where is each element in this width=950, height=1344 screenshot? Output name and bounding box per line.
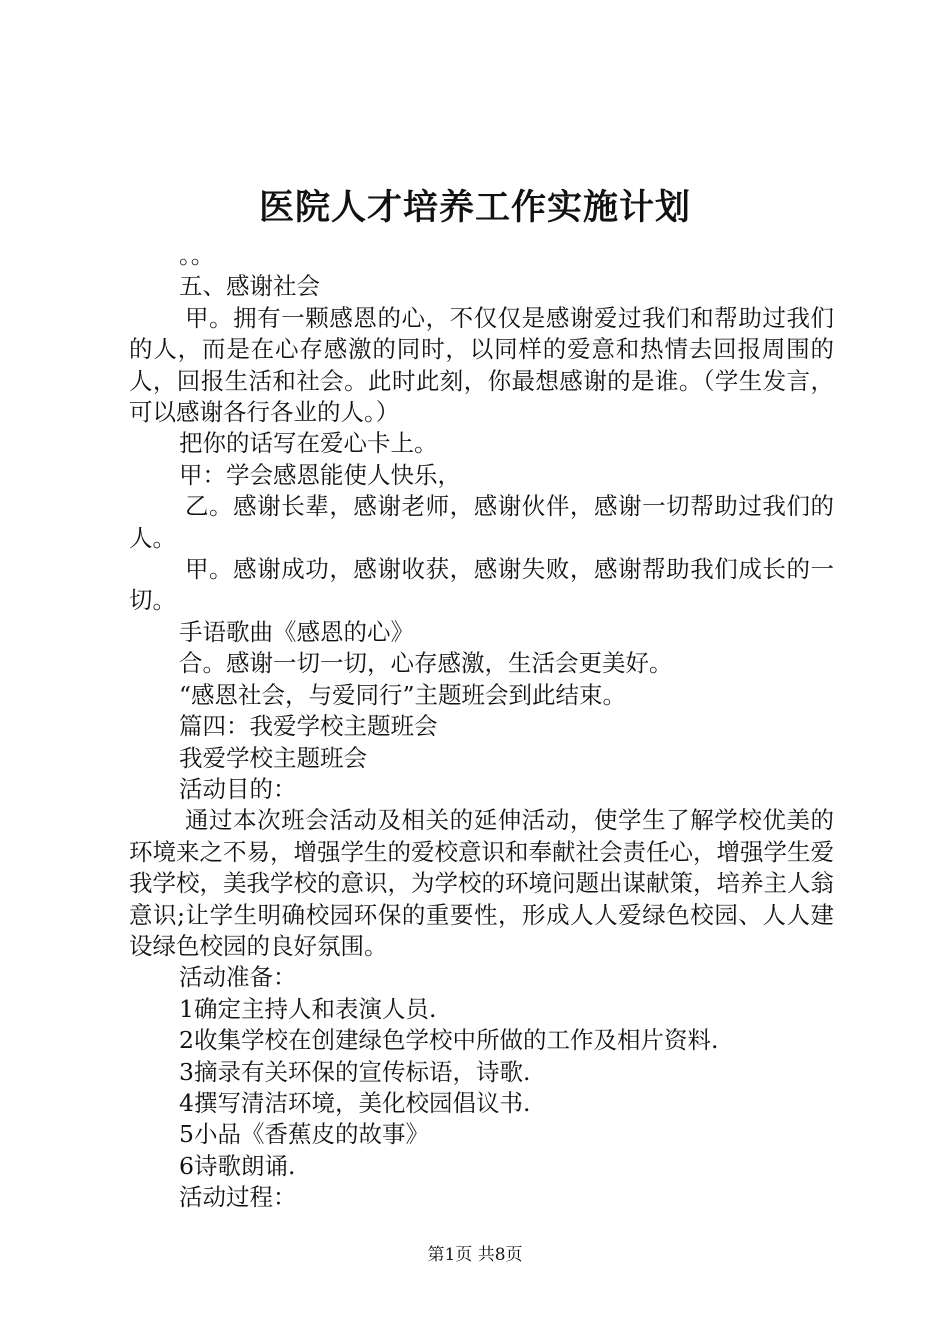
document-body bbox=[129, 240, 834, 1214]
paragraph: 。。 bbox=[179, 241, 215, 269]
paragraph: 活动过程： bbox=[179, 1183, 297, 1212]
list-item: 5小品《香蕉皮的故事》 bbox=[179, 1120, 429, 1149]
list-item: 4撰写清洁环境，美化校园倡议书. bbox=[179, 1088, 531, 1117]
document-title: 医院人才培养工作实施计划 bbox=[258, 187, 691, 228]
page-number: 第1页 共8页 bbox=[427, 1245, 523, 1265]
paragraph: 手语歌曲《感恩的心》 bbox=[179, 617, 414, 646]
list-item: 3摘录有关环保的宣传标语，诗歌. bbox=[179, 1057, 531, 1086]
section-subheading: 我爱学校主题班会 bbox=[179, 743, 367, 772]
paragraph: 乙。感谢长辈，感谢老师，感谢伙伴，感谢一切帮助过我们的人。 bbox=[129, 492, 834, 552]
paragraph: 甲：学会感恩能使人快乐， bbox=[179, 460, 461, 489]
paragraph: 甲。拥有一颗感恩的心，不仅仅是感谢爱过我们和帮助过我们的人，而是在心存感激的同时，以同样的爱意和热情去回报周围的人，回报生活和社会。此时此刻，你最想感谢的是谁。（学生发言，可以感谢各行各业的人。） bbox=[129, 303, 834, 427]
list-item: 6诗歌朗诵. bbox=[179, 1151, 296, 1180]
paragraph: 通过本次班会活动及相关的延伸活动，使学生了解学校优美的环境来之不易，增强学生的爱校意识和奉献社会责任心，增强学生爱我学校，美我学校的意识，为学校的环境问题出谋献策，培养主人翁意识;让学生明确校园环保的重要性，形成人人爱绿色校园、人人建设绿色校园的良好氛围。 bbox=[129, 806, 834, 960]
paragraph: 合。感谢一切一切，心存感激，生活会更美好。 bbox=[179, 649, 673, 678]
section-heading: 篇四：我爱学校主题班会 bbox=[179, 712, 438, 741]
paragraph: 把你的话写在爱心卡上。 bbox=[179, 429, 438, 458]
section-heading: 五、感谢社会 bbox=[179, 272, 320, 301]
paragraph: 甲。感谢成功，感谢收获，感谢失败，感谢帮助我们成长的一切。 bbox=[129, 555, 834, 615]
paragraph: 活动目的： bbox=[179, 774, 297, 803]
list-item: 1确定主持人和表演人员. bbox=[179, 994, 437, 1023]
list-item: 2收集学校在创建绿色学校中所做的工作及相片资料. bbox=[179, 1026, 719, 1055]
paragraph: “感恩社会，与爱同行”主题班会到此结束。 bbox=[179, 680, 627, 709]
paragraph: 活动准备： bbox=[179, 963, 297, 992]
